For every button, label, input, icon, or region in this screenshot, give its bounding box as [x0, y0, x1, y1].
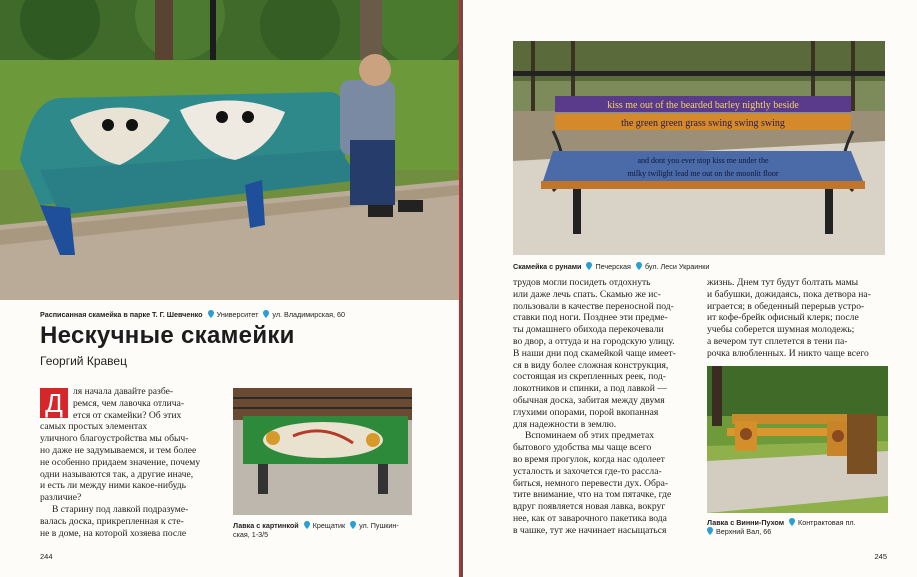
small-photo-caption [233, 521, 412, 539]
small-caption-address-1: ул. Пушкин- [359, 521, 399, 530]
rune-bench-photo [513, 41, 885, 255]
main-photo-caption [40, 310, 455, 319]
pooh-photo-caption [707, 518, 897, 536]
page-number-left: 244 [40, 552, 53, 561]
rune-text-2: the green green grass swing swing swing [621, 118, 785, 129]
top-caption-address: бул. Леси Украинки [644, 262, 710, 271]
paragraph-4: Вспоминаем об этих предметах бытового удобства мы чаще всего во время прогулок, когда нас одолеет усталость и захочется где-то рассла- биться, немного перевести дух. Обра- тите внимание, что на том пятачке, где вдруг появляется новая лавка, вокруг нее, как от заварочного пакетика вода в чашке, тут же начинает насыщаться [513, 430, 672, 536]
rune-text-4: milky twilight lead me out on the moonlit floor [627, 169, 779, 178]
left-text-column [40, 386, 223, 539]
metro-pin-icon [304, 521, 310, 529]
location-pin-icon [636, 262, 642, 270]
small-caption-metro: Крещатик [312, 521, 346, 530]
intro-paragraph: ля начала давайте разбе- ремся, чем лавочка отлича- ется от скамейки? Об этих самых простых элементах уличного благоустройства мы обыч- но даже не задумываемся, и тем более не особенно придаем значение, почему одни называются так, а другие иначе, и есть ли между ними какое-нибудь различие? [40, 386, 201, 504]
top-caption-title: Скамейка с рунами [513, 262, 582, 271]
rune-text-3: and dont you ever stop kiss me under the [637, 156, 769, 165]
winnie-pooh-bench-photo [707, 366, 888, 513]
location-pin-icon [263, 310, 269, 318]
right-text-column-2 [707, 277, 888, 360]
bottom-caption-title: Лавка с Винни-Пухом [707, 518, 785, 527]
painted-bench-photo [0, 0, 459, 300]
top-caption-metro: Печерская [595, 262, 631, 271]
caption-title: Расписанная скамейка в парке Т. Г. Шевченко [40, 310, 203, 319]
location-pin-icon [707, 527, 713, 535]
paragraph-2: В старину под лавкой подразуме- валась доска, прикрепленная к сте- не в доме, на которой хозяева после [40, 503, 189, 539]
bottom-caption-metro: Контрактовая пл. [798, 518, 856, 527]
metro-pin-icon [789, 518, 795, 526]
metro-pin-icon [586, 262, 592, 270]
caption-metro: Университет [216, 310, 259, 319]
small-caption-address-2: ская, 1-3/5 [233, 530, 269, 539]
article-author: Георгий Кравец [40, 354, 127, 368]
right-text-column-1 [513, 277, 695, 537]
rune-text-1: kiss me out of the bearded barley nightly beside [607, 100, 799, 111]
metro-pin-icon [208, 310, 214, 318]
paragraph-3: трудов могли посидеть отдохнуть или даже лечь спать. Скамью же ис- пользовали в качестве переносной под- ставки под ноги. Позднее эти предме- ты домашнего обихода перекочевали во двор, а оттуда и на городскую улицу. В наши дни под скамейкой чаще имеет- ся в виду более сложная конструкция, состоящая из скрепленных реек, под- локотников и спинки, а под лавкой — обычная доска, забитая между двумя глухими опорами, порой вкопанная для надежности в землю. [513, 277, 676, 430]
paragraph-5: жизнь. Днем тут будут болтать мамы и бабушки, дожидаясь, пока детвора на- играется; в обеденный перерыв устро- ит кофе-брейк офисный клерк; после учебы соберется шумная молодежь; а вечером тут сплетется в тени па- рочка влюбленных. И никто чаще всего [707, 277, 871, 359]
bottom-caption-address: Верхний Вал, 66 [716, 527, 772, 536]
caption-address: ул. Владимирская, 60 [272, 310, 345, 319]
picture-bench-photo [233, 388, 412, 515]
article-title: Нескучные скамейки [40, 322, 295, 349]
right-page [463, 0, 917, 577]
rune-photo-caption [513, 262, 893, 271]
small-caption-title: Лавка с картинкой [233, 521, 299, 530]
location-pin-icon [350, 521, 356, 529]
page-number-right: 245 [874, 552, 887, 561]
drop-cap: Д [40, 388, 68, 418]
